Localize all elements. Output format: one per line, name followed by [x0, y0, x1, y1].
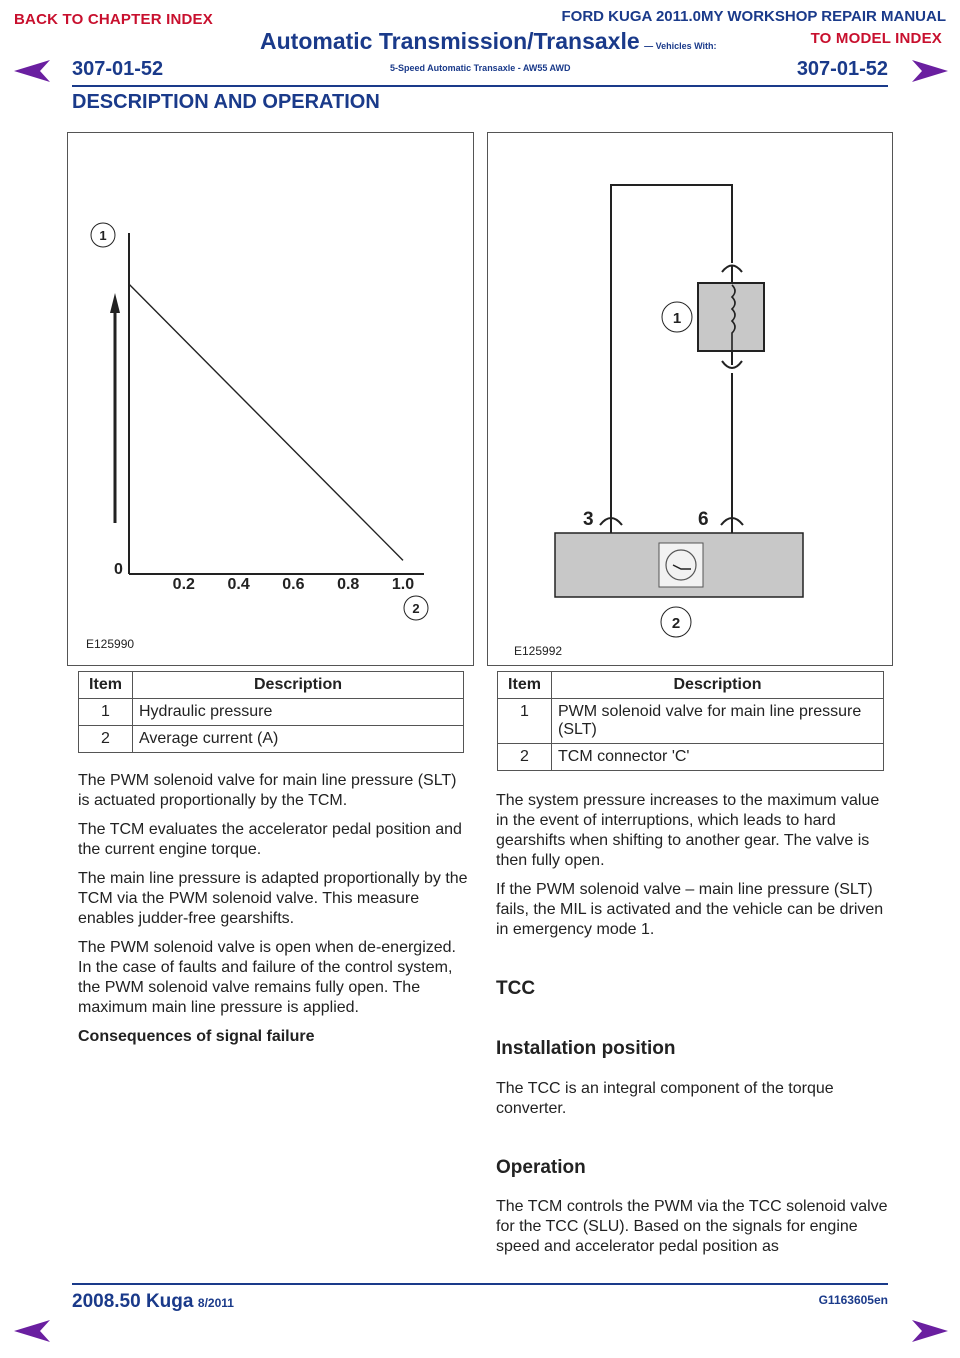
col-description: Description	[133, 672, 464, 699]
row-description: Average current (A)	[133, 726, 464, 753]
paragraph: The system pressure increases to the maximum value in the event of interruptions, which leads to hard gearshifts when shifting to another gear. The valve is then fully open.	[496, 792, 880, 869]
footer-model-name: 2008.50 Kuga	[72, 1291, 194, 1312]
table-row	[79, 726, 464, 753]
footer-rule	[72, 1283, 888, 1285]
pressure-current-graph	[68, 133, 473, 665]
callout-2-label: 2	[412, 601, 420, 616]
table-row	[498, 744, 884, 771]
manual-title: FORD KUGA 2011.0MY WORKSHOP REPAIR MANUAL	[561, 8, 946, 25]
col-item: Item	[79, 672, 133, 699]
table-header-row	[79, 672, 464, 699]
figure-circuit-diagram	[487, 132, 893, 666]
next-page-arrow-bottom-icon[interactable]	[910, 1320, 948, 1347]
col-item: Item	[498, 672, 552, 699]
paragraph: The TCM evaluates the accelerator pedal position and the current engine torque.	[78, 821, 462, 858]
pin-6-label: 6	[698, 509, 709, 530]
paragraph: The PWM solenoid valve for main line pressure (SLT) is actuated proportionally by the TCM.	[78, 772, 457, 809]
prev-page-arrow-bottom-icon[interactable]	[14, 1320, 52, 1347]
row-description: TCM connector 'C'	[552, 744, 884, 771]
table-right	[497, 671, 884, 771]
paragraph: The PWM solenoid valve is open when de-energized. In the case of faults and failure of the control system, the PWM solenoid valve remains fully open. The maximum main line pressure is applied.	[78, 939, 456, 1016]
heading-installation-position: Installation position	[496, 1038, 676, 1059]
row-item: 1	[498, 699, 552, 744]
prev-page-arrow-icon[interactable]	[14, 60, 52, 87]
table-left	[78, 671, 464, 753]
right-body-text	[496, 791, 888, 949]
row-item: 2	[498, 744, 552, 771]
series-line	[129, 284, 403, 560]
operation-text	[496, 1197, 888, 1266]
circuit-diagram	[488, 133, 892, 665]
table-header-row	[498, 672, 884, 699]
paragraph: The TCC is an integral component of the torque converter.	[496, 1080, 834, 1117]
heading-operation: Operation	[496, 1157, 586, 1178]
footer-date: 8/2011	[197, 1296, 234, 1310]
vehicles-with: — Vehicles With:	[644, 41, 717, 51]
origin-label: 0	[114, 561, 123, 578]
row-description: Hydraulic pressure	[133, 699, 464, 726]
section-title: DESCRIPTION AND OPERATION	[72, 91, 380, 113]
x-tick-label: 1.0	[391, 576, 415, 593]
footer-doc-id: G1163605en	[818, 1293, 888, 1307]
table-row	[498, 699, 884, 744]
x-tick-label: 0.4	[227, 576, 250, 593]
table-row	[79, 699, 464, 726]
page-code-right: 307-01-52	[796, 58, 888, 80]
paragraph: The main line pressure is adapted proportionally by the TCM via the PWM solenoid valve. This measure enables judder-free gearshifts.	[78, 870, 468, 927]
paragraph: If the PWM solenoid valve – main line pressure (SLT) fails, the MIL is activated and the vehicle can be driven in emergency mode 1.	[496, 881, 884, 938]
pressure-arrow-head	[110, 293, 120, 313]
callout-1-label: 1	[99, 228, 107, 243]
row-item: 2	[79, 726, 133, 753]
callout-2-label: 2	[671, 615, 681, 632]
x-tick-label: 0.2	[172, 576, 195, 593]
x-tick-label: 0.8	[337, 576, 360, 593]
heading-tcc: TCC	[496, 978, 536, 999]
header-rule	[72, 85, 888, 87]
page-code-left: 307-01-52	[72, 58, 164, 80]
x-tick-label: 0.6	[282, 576, 305, 593]
header-title-block	[260, 28, 717, 55]
back-to-chapter-link[interactable]: BACK TO CHAPTER INDEX	[14, 11, 213, 28]
paragraph-heading: Consequences of signal failure	[78, 1028, 315, 1045]
left-body-text	[78, 771, 468, 1056]
figure-label: E125990	[86, 637, 135, 651]
install-text	[496, 1079, 888, 1128]
figure-label: E125992	[514, 644, 563, 658]
figure-pressure-graph	[67, 132, 474, 666]
paragraph: The TCM controls the PWM via the TCC solenoid valve for the TCC (SLU). Based on the signals for engine speed and accelerator pedal position as	[496, 1198, 888, 1255]
page-subtitle: 5-Speed Automatic Transaxle - AW55 AWD	[390, 63, 571, 73]
footer-model	[72, 1291, 234, 1313]
row-description: PWM solenoid valve for main line pressure (SLT)	[552, 699, 884, 744]
callout-1-label: 1	[672, 310, 682, 327]
col-description: Description	[552, 672, 884, 699]
row-item: 1	[79, 699, 133, 726]
solenoid-valve-box	[698, 283, 764, 351]
page-title: Automatic Transmission/Transaxle	[260, 28, 640, 54]
to-model-index-link[interactable]: TO MODEL INDEX	[810, 30, 942, 47]
pin-3-label: 3	[583, 509, 594, 530]
next-page-arrow-icon[interactable]	[910, 60, 948, 87]
